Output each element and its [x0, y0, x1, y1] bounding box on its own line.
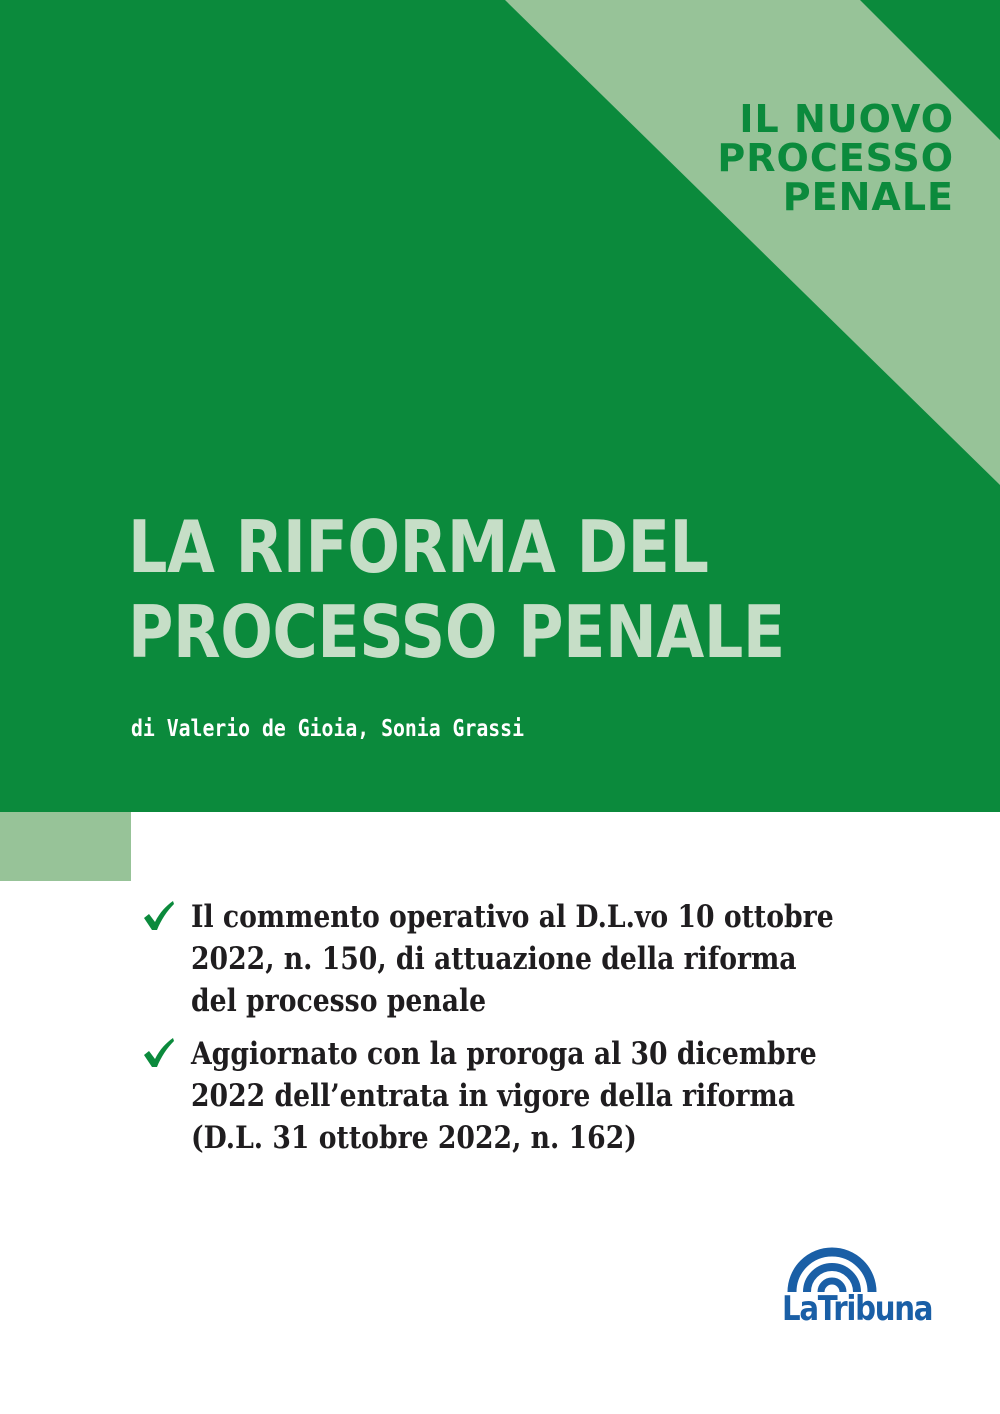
- series-label: [534, 97, 954, 219]
- bullet-line: Il commento operativo al D.L.vo 10 ottobre: [191, 899, 834, 935]
- series-label-line: PENALE: [782, 175, 954, 219]
- bullet-line: 2022, n. 150, di attuazione della riforma: [191, 941, 797, 977]
- publisher-logo: [778, 1246, 953, 1329]
- arcs-logo-icon: [787, 1246, 877, 1294]
- publisher-name: LaTribuna: [782, 1289, 933, 1329]
- series-label-line: PROCESSO: [717, 136, 954, 180]
- book-title-line: LA RIFORMA DEL: [128, 505, 709, 589]
- bullet-line: (D.L. 31 ottobre 2022, n. 162): [191, 1120, 637, 1156]
- bullet-text: [191, 1033, 948, 1159]
- accent-tab: [0, 812, 131, 881]
- check-icon: [141, 900, 175, 932]
- series-label-line: IL NUOVO: [739, 97, 954, 141]
- authors-line: di Valerio de Gioia, Sonia Grassi: [131, 716, 524, 742]
- book-title-line: PROCESSO PENALE: [128, 590, 785, 674]
- bullet-text: [191, 896, 948, 1022]
- bullet-line: del processo penale: [191, 983, 487, 1019]
- bullet-line: Aggiornato con la proroga al 30 dicembre: [191, 1036, 817, 1072]
- check-icon: [141, 1037, 175, 1069]
- bullet-line: 2022 dell’entrata in vigore della riforma: [191, 1078, 795, 1114]
- book-title: [128, 505, 833, 675]
